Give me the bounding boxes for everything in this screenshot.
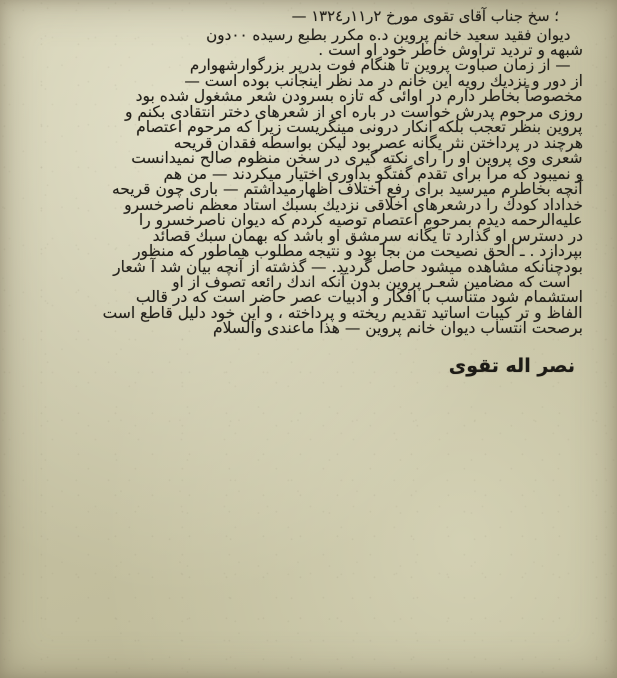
- text-line: بپردازد . ـ الحق نصیحت من بجا بود و نتیجه مطلوب هماطور که منظور: [133, 242, 583, 261]
- document-text-body: [30, 10, 583, 337]
- text-line: علیه‌الرحمه دیدم بمرحوم اعتصام توصیه کردم که دیوان ناصرخسرو را: [138, 211, 583, 230]
- text-line: استشمام شود متناسب با افکار و ادبیات عصر حاضر است که در قالب: [135, 288, 583, 307]
- text-line: مخصوصاً بخاطر دارم در اوائی که تازه بسرودن شعر مشغول شده بود: [135, 87, 583, 106]
- text-line: پروین بنظر تعجب بلکه انکار درونی مینگریست زیرا که مرحوم اعتصام: [136, 118, 583, 137]
- text-line: از دور و نزدیك رویه این خانم در مد نظر اینجانب بوده است —: [184, 71, 583, 90]
- text-line: الفاظ و تر کیبات اساتید تقدیم ریخته و پرداخته ، و این خود دلیل قاطع است: [102, 303, 583, 322]
- text-line: شبهه و تردید تراوش خاطر خود او است .: [318, 40, 583, 59]
- text-line: بودچنانکه مشاهده میشود حاصل گردید. — گذشته از آنچه بیان شد آ شعار: [113, 257, 583, 276]
- text-line: شعری وی پروین او را رای نکته گیری در سخن منظوم صالح نمیدانست: [131, 149, 583, 168]
- text-line: و نمیبود که مرا برای تقدم گفتگو بداوری اختیار میکردند — من هم: [163, 164, 583, 183]
- text-line: در دسترس او گذارد تا یگانه سرمشق او باشد که بهمان سبك قصائد: [152, 226, 583, 245]
- text-line: آنچه بخاطرم میرسید برای رفع اختلاف اظهارمیداشتم — باری چون قریحه: [111, 180, 583, 199]
- text-line: برصحت انتساب دیوان خانم پروین — هذا ماعندی والسلام: [213, 319, 583, 338]
- text-line: دیوان فقید سعید خانم پروین د.ه مکرر بطبع رسیده ۰۰دون: [206, 25, 571, 44]
- text-line: ؛ سخ جناب آقای تقوی مورخ ۲ر۱۱ر۱۳۲٤ —: [291, 8, 559, 25]
- signature-line: نصر اله تقوی: [448, 354, 575, 377]
- text-line: هرچند در پرداختن نثر یگانه عصر بود لیکن بواسطه فقدان قریحه: [173, 133, 583, 152]
- text-line: خداداد کودك را درشعرهای اخلاقی نزدیك بسبك استاد معظم ناصرخسرو: [124, 195, 583, 214]
- text-line: روزی مرحوم پدرش خواست در باره ای از شعرهای دختر انتقادی بکنم و: [125, 102, 583, 121]
- text-line: — از زمان صباوت پروین تا هنگام فوت بدرپر بزرگوارشهوارم: [189, 56, 571, 75]
- text-line: است که مضامین شعـر پروین بدون آنکه اندك رائعه تصوف از او: [172, 273, 571, 292]
